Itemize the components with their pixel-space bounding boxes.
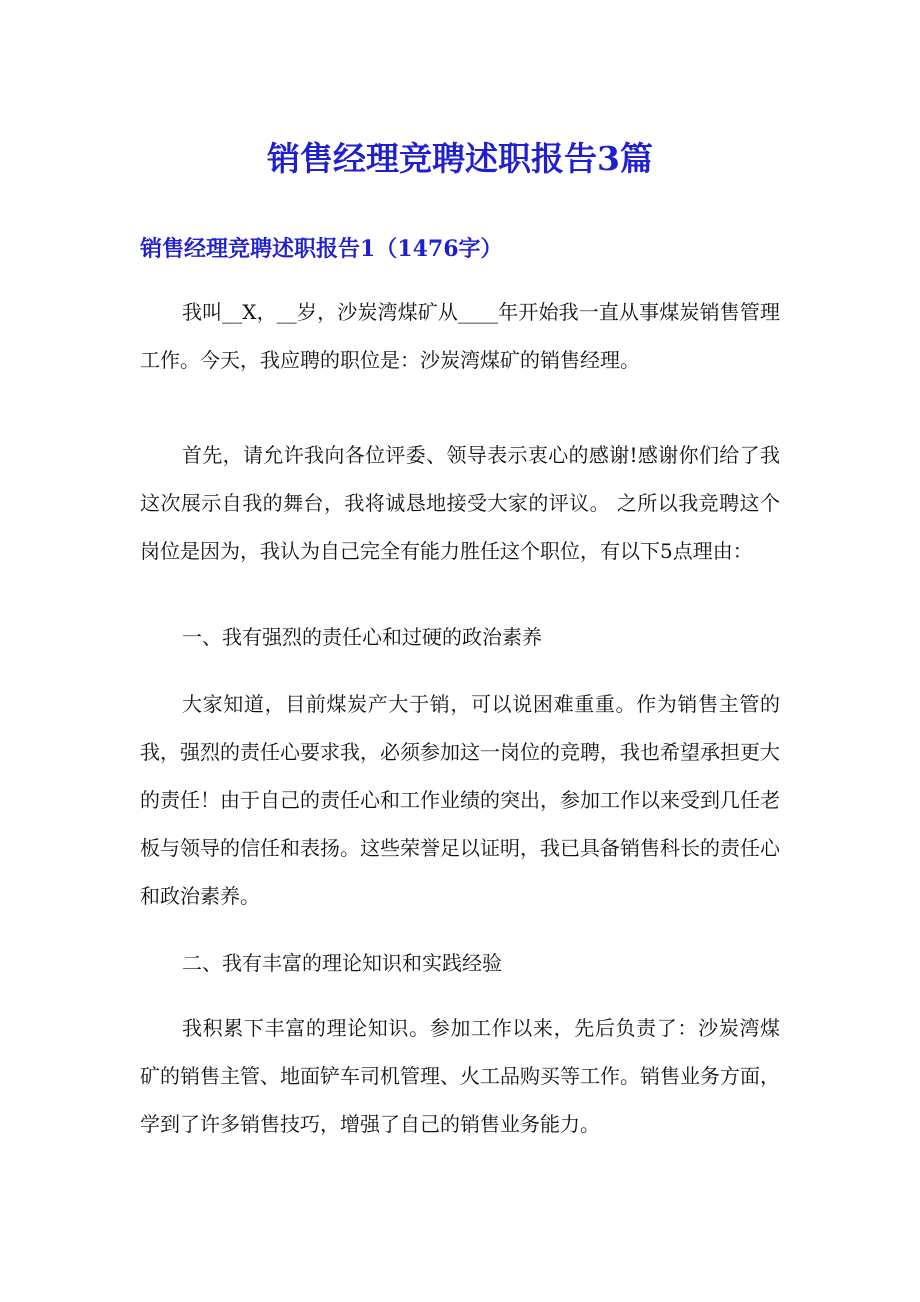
paragraph-thanks: 首先，请允许我向各位评委、领导表示衷心的感谢!感谢你们给了我这次展示自我的舞台，我将诚恳地接受大家的评议。 之所以我竞聘这个岗位是因为，我认为自己完全有能力胜任这个职位，有以下5点理由：: [140, 443, 780, 563]
paragraph-point-one-heading: 一、我有强烈的责任心和过硬的政治素养: [182, 625, 542, 649]
paragraph-point-one-body: 大家知道，目前煤炭产大于销，可以说困难重重。作为销售主管的我，强烈的责任心要求我，必须参加这一岗位的竞聘，我也希望承担更大的责任！由于自己的责任心和工作业绩的突出，参加工作以来受到几任老板与领导的信任和表扬。这些荣誉足以证明，我已具备销售科长的责任心和政治素养。: [140, 692, 780, 908]
document-title: 销售经理竞聘述职报告3篇: [267, 139, 653, 178]
paragraph-point-two-heading: 二、我有丰富的理论知识和实践经验: [182, 951, 502, 975]
paragraph-introduction: 我叫__X，__岁，沙炭湾煤矿从____年开始我一直从事煤炭销售管理工作。今天，我应聘的职位是：沙炭湾煤矿的销售经理。: [140, 300, 780, 372]
section-heading: 销售经理竞聘述职报告1（1476字）: [140, 236, 503, 262]
paragraph-point-two-body: 我积累下丰富的理论知识。参加工作以来，先后负责了：沙炭湾煤矿的销售主管、地面铲车司机管理、火工品购买等工作。销售业务方面，学到了许多销售技巧，增强了自己的销售业务能力。: [140, 1016, 780, 1136]
